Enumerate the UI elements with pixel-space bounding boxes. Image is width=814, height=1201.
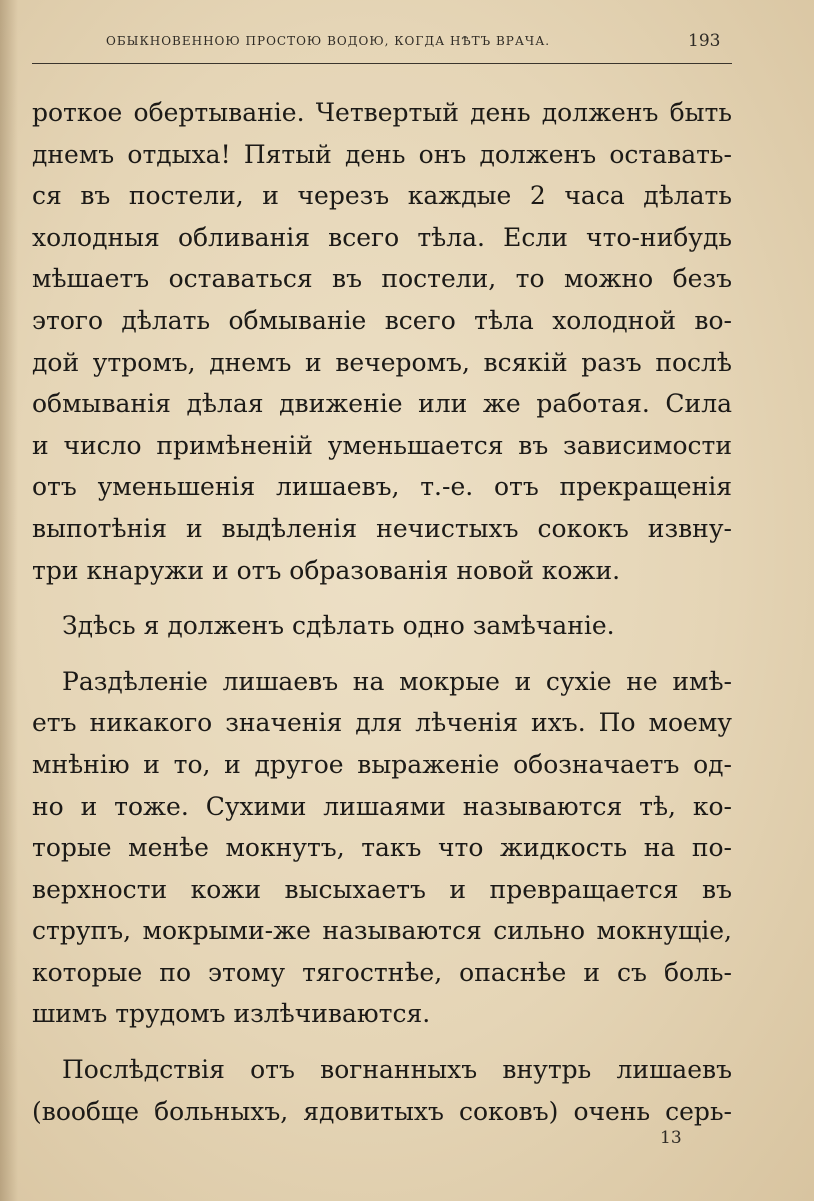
text-line: обмыванія дѣлая движеніе или же работая. Сила — [32, 389, 732, 419]
text-line: выпотѣнія и выдѣленія нечистыхъ сококъ извну- — [32, 513, 732, 543]
text-line: этого дѣлать обмываніе всего тѣла холодной во- — [32, 305, 732, 335]
text-line: шимъ трудомъ излѣчиваются. — [32, 999, 431, 1029]
paragraph — [32, 92, 732, 591]
paragraph — [32, 605, 732, 647]
text-line: верхности кожи высыхаетъ и превращается въ — [32, 874, 732, 904]
text-line: холодныя обливанія всего тѣла. Если что-нибудь — [32, 222, 732, 252]
text-line: ся въ постели, и черезъ каждые 2 часа дѣлать — [32, 181, 732, 211]
text-line: (вообще больныхъ, ядовитыхъ соковъ) очень серь- — [32, 1096, 732, 1126]
header-rule — [32, 63, 732, 64]
signature-mark: 13 — [660, 1128, 682, 1148]
text-line: Раздѣленіе лишаевъ на мокрые и сухіе не имѣ- — [62, 666, 732, 696]
page-number: 193 — [688, 31, 721, 51]
text-line: и число примѣненій уменьшается въ зависимости — [32, 430, 732, 460]
text-line: струпъ, мокрыми-же называются сильно мокнущіе, — [32, 916, 732, 946]
text-line: отъ уменьшенія лишаевъ, т.-е. отъ прекращенія — [32, 472, 732, 502]
text-line: Послѣдствія отъ вогнанныхъ внутрь лишаевъ — [62, 1055, 732, 1085]
text-line: днемъ отдыха! Пятый день онъ долженъ оставать- — [32, 139, 732, 169]
text-line: Здѣсь я долженъ сдѣлать одно замѣчаніе. — [62, 611, 615, 641]
running-head: ОБЫКНОВЕННОЮ ПРОСТОЮ ВОДОЮ, КОГДА НѢТЪ ВРАЧА. — [106, 34, 551, 48]
text-line: торые менѣе мокнутъ, такъ что жидкость на по- — [32, 833, 732, 863]
paragraph — [32, 1049, 732, 1132]
text-line: дой утромъ, днемъ и вечеромъ, всякій разъ послѣ — [32, 347, 732, 377]
text-line: роткое обертываніе. Четвертый день долженъ быть — [32, 98, 732, 127]
text-line: мѣшаетъ оставаться въ постели, то можно безъ — [32, 264, 732, 294]
binding-shadow — [0, 0, 18, 1201]
paragraph-gap — [32, 647, 732, 661]
paragraph-gap — [32, 1035, 732, 1049]
text-line: етъ никакого значенія для лѣченія ихъ. По моему — [32, 708, 732, 738]
text-line: которые по этому тягостнѣе, опаснѣе и съ боль- — [32, 957, 732, 987]
text-line: три кнаружи и отъ образованія новой кожи. — [32, 555, 621, 585]
page-body — [32, 92, 732, 1132]
text-line: мнѣнію и то, и другое выраженіе обозначаетъ од- — [32, 749, 732, 779]
paragraph-gap — [32, 591, 732, 605]
text-line: но и тоже. Сухими лишаями называются тѣ, ко- — [32, 791, 732, 821]
paragraph — [32, 661, 732, 1035]
